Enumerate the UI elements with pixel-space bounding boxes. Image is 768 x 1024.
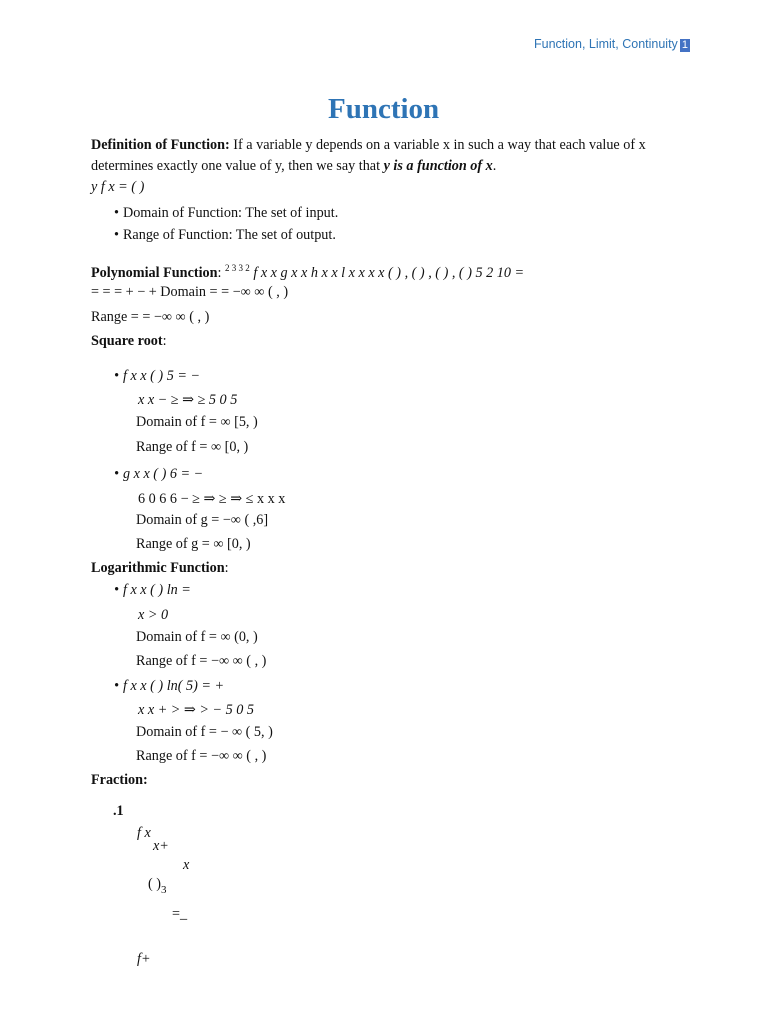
definition-period: . <box>492 158 497 174</box>
polynomial-formula-1: f x x g x x h x x l x x x x ( ) , ( ) , ( ) , ( ) 5 2 10 = <box>253 265 525 281</box>
fraction-equals: =_ <box>172 906 188 922</box>
fraction-fx: f x <box>137 825 151 841</box>
sqrt-item-1-domain: Domain of f = ∞ [5, ) <box>136 414 258 430</box>
domain-text: Domain of Function: The set of input. <box>122 205 339 221</box>
polynomial-line-2: = = = + − + Domain = = −∞ ∞ ( , ) <box>91 284 289 300</box>
sqrt-item-2-formula: g x x ( ) 6 = − <box>122 466 204 482</box>
bullet-icon: • <box>114 678 119 694</box>
domain-bullet <box>114 204 338 222</box>
polynomial-range: Range = = −∞ ∞ ( , ) <box>91 309 210 325</box>
bullet-icon: • <box>114 205 119 221</box>
fraction-fplus: f+ <box>137 951 151 967</box>
definition-text-1: If a variable y depends on a variable x in such a way that each value of x <box>233 137 646 153</box>
running-header <box>534 37 690 52</box>
log-item-2-formula: f x x ( ) ln( 5) = + <box>122 678 225 694</box>
sqrt-item-1-head <box>114 367 200 385</box>
bullet-icon: • <box>114 582 119 598</box>
sqrt-item-2-range: Range of g = ∞ [0, ) <box>136 536 251 552</box>
definition-emphasis: y is a function of x <box>383 158 493 174</box>
log-item-1-line-1: x > 0 <box>138 607 169 623</box>
log-item-2-range: Range of f = −∞ ∞ ( , ) <box>136 748 267 764</box>
polynomial-line-1: Polynomial Function: $^{2 3 3 2}$ f x x g x x h x x l x x x x ( ) , ( ) , ( ) , ( ) 5 2 10 = <box>91 263 525 281</box>
definition-line-2 <box>91 157 496 175</box>
log-item-1-head <box>114 581 191 599</box>
log-item-1-domain: Domain of f = ∞ (0, ) <box>136 629 258 645</box>
square-root-heading: Square root: <box>91 333 167 349</box>
sqrt-item-2-head <box>114 465 203 483</box>
polynomial-superscripts: 2 3 3 2 <box>225 263 250 273</box>
range-text: Range of Function: The set of output. <box>122 227 336 243</box>
page-number: 1 <box>681 39 688 51</box>
range-bullet <box>114 226 336 244</box>
fraction-paren-text: ( ) <box>148 876 161 892</box>
page-title: Function <box>328 93 440 125</box>
sqrt-item-1-formula: f x x ( ) 5 = − <box>122 368 201 384</box>
fraction-three: 3 <box>161 884 167 896</box>
bullet-icon: • <box>114 227 119 243</box>
fraction-xplus: x+ <box>153 838 169 854</box>
definition-label: Definition of Function: <box>91 137 230 153</box>
square-root-label: Square root <box>91 333 163 349</box>
bullet-icon: • <box>114 368 119 384</box>
sqrt-item-1-range: Range of f = ∞ [0, ) <box>136 439 249 455</box>
log-item-2-head <box>114 677 224 695</box>
function-formula: y f x = ( ) <box>91 179 145 195</box>
fraction-paren <box>148 875 167 899</box>
logarithmic-heading: Logarithmic Function: <box>91 560 229 576</box>
fraction-heading <box>91 771 148 789</box>
definition-line-1 <box>91 136 646 154</box>
polynomial-label: Polynomial Function <box>91 265 218 281</box>
log-item-1-formula: f x x ( ) ln = <box>122 582 191 598</box>
fraction-label: Fraction: <box>91 772 148 788</box>
bullet-icon: • <box>114 466 119 482</box>
definition-text-2a: determines exactly one value of y, then we say that <box>91 158 381 174</box>
header-text: Function, Limit, Continuity <box>534 37 678 51</box>
sqrt-item-1-line-1: x x − ≥ ⇒ ≥ 5 0 5 <box>138 392 238 408</box>
fraction-x: x <box>183 857 190 873</box>
fraction-number: .1 <box>113 803 124 819</box>
log-item-1-range: Range of f = −∞ ∞ ( , ) <box>136 653 267 669</box>
log-item-2-domain: Domain of f = − ∞ ( 5, ) <box>136 724 273 740</box>
logarithmic-label: Logarithmic Function <box>91 560 225 576</box>
log-item-2-line-1: x x + > ⇒ > − 5 0 5 <box>138 702 254 718</box>
sqrt-item-2-domain: Domain of g = −∞ ( ,6] <box>136 512 269 528</box>
sqrt-item-2-line-1: 6 0 6 6 − ≥ ⇒ ≥ ⇒ ≤ x x x <box>138 491 286 507</box>
